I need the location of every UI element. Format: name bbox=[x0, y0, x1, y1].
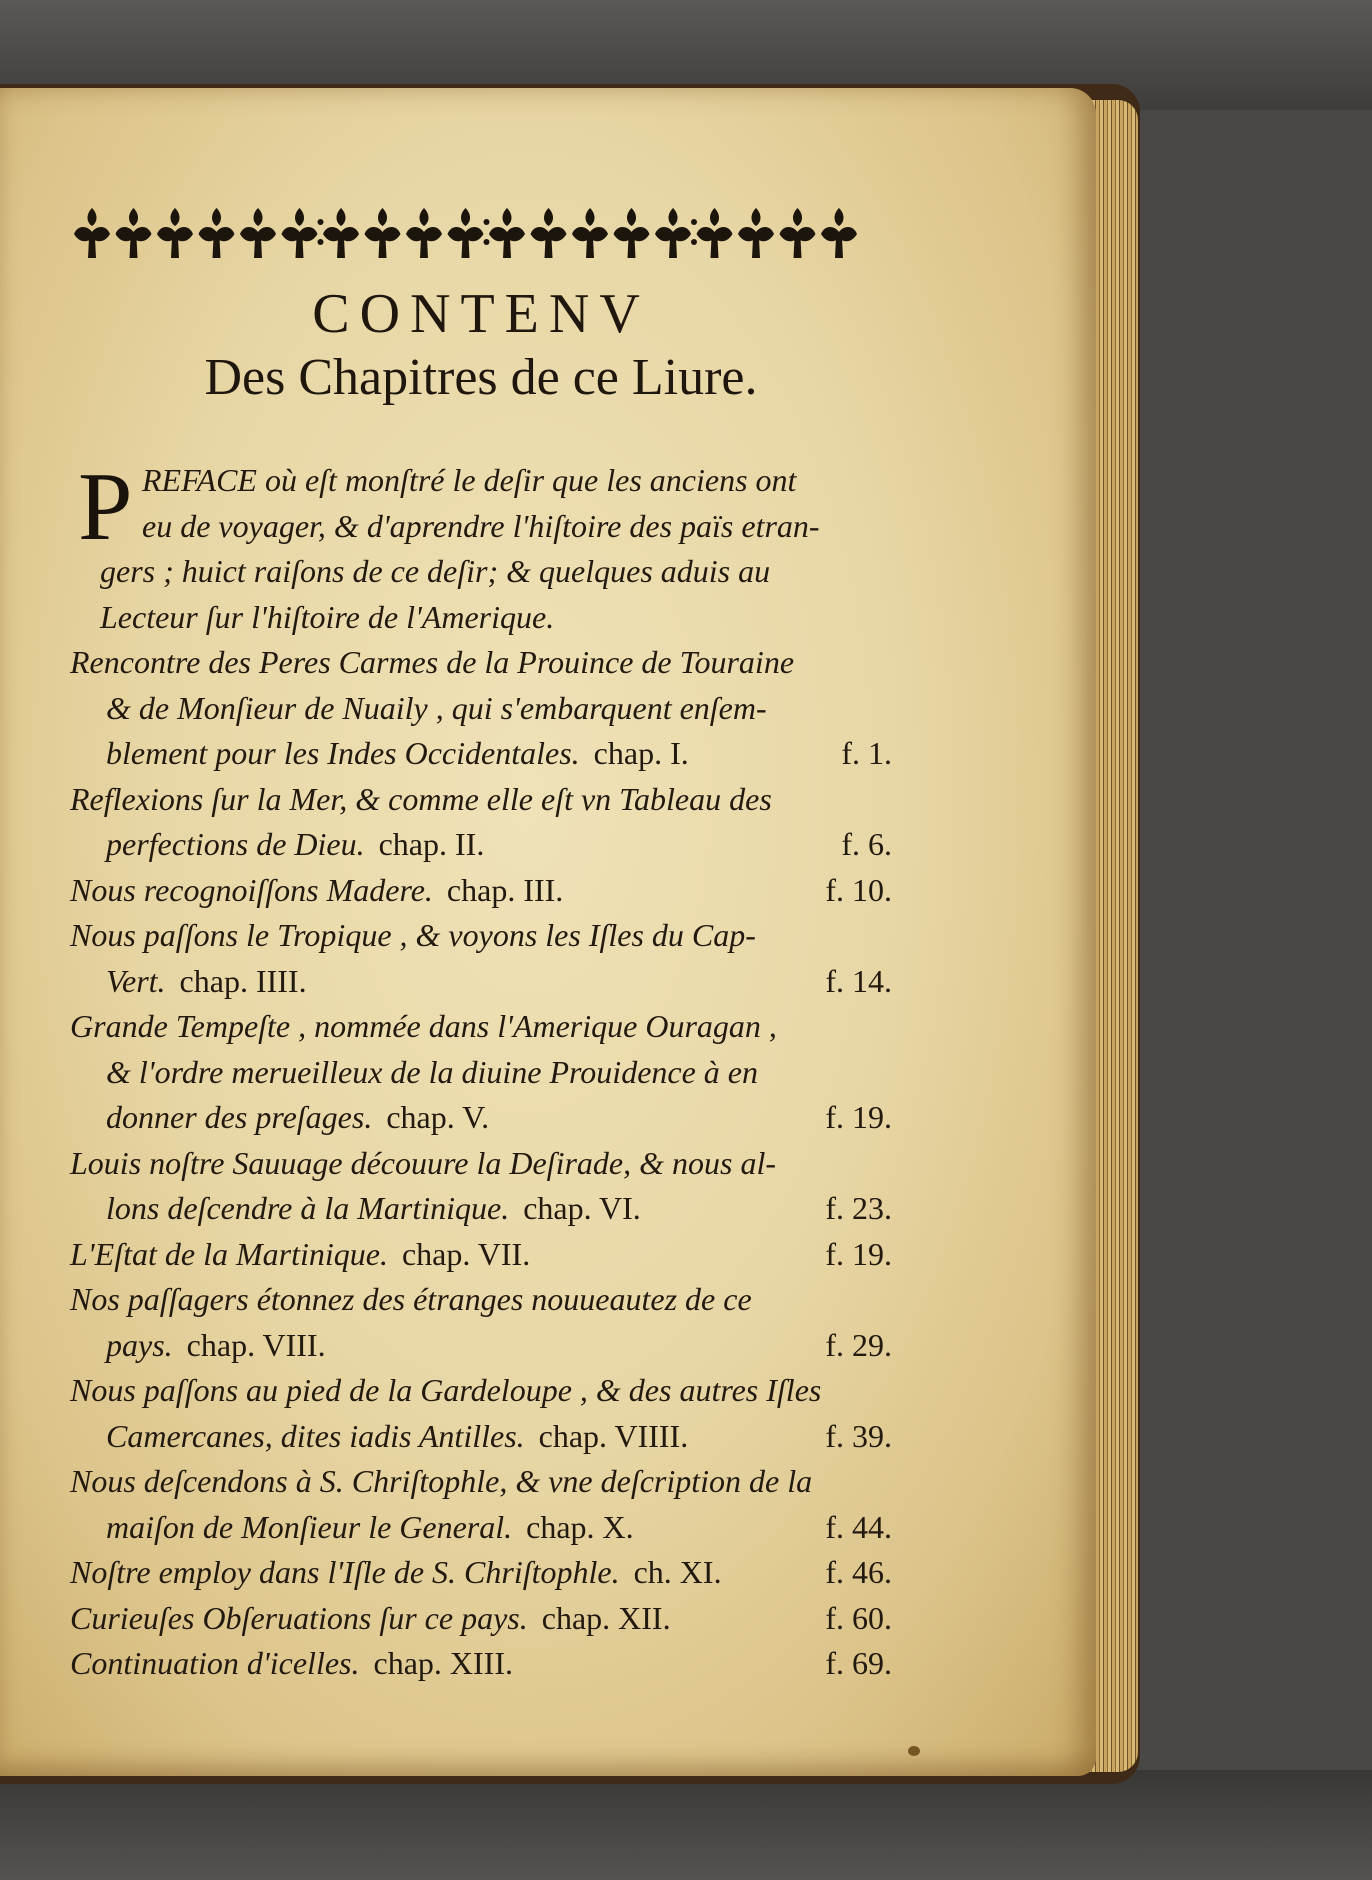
toc-entry-line bbox=[70, 1550, 892, 1596]
toc-entry bbox=[70, 1004, 892, 1141]
fleuron-icon bbox=[282, 208, 318, 258]
entry-text: Noſtre employ dans l'Iſle de S. Chriſtophle. bbox=[70, 1554, 620, 1590]
toc-entry-line bbox=[70, 1414, 892, 1460]
entry-text: blement pour les Indes Occidentales. bbox=[106, 735, 580, 771]
preface-line: gers ; huict raiſons de ce deſir; & quelques aduis au bbox=[100, 553, 771, 589]
page-title: CONTENV bbox=[312, 283, 650, 345]
fleuron-icon bbox=[323, 208, 359, 258]
entry-text: Nous paſſons au pied de la Gardeloupe , & des autres Iſles bbox=[70, 1372, 822, 1408]
colon-dot-icon bbox=[484, 219, 490, 225]
chapter-number: chap. VIII. bbox=[186, 1326, 326, 1363]
chapter-number: chap. XII. bbox=[541, 1599, 671, 1636]
entry-text: maiſon de Monſieur le General. bbox=[106, 1508, 513, 1545]
toc-entry-line bbox=[70, 1277, 892, 1323]
folio-number: f. 14. bbox=[825, 962, 892, 999]
folio-number: f. 23. bbox=[825, 1190, 892, 1226]
fleuron-icon bbox=[74, 208, 110, 258]
chapter-number: chap. VIIII. bbox=[538, 1417, 689, 1454]
colon-dot-icon bbox=[318, 239, 324, 245]
chapter-number: chap. X. bbox=[526, 1508, 634, 1545]
entry-text: Nous deſcendons à S. Chriſtophle, & vne deſcription de la bbox=[70, 1463, 813, 1499]
fleuron-icon bbox=[572, 208, 608, 258]
toc-entry-line bbox=[70, 686, 892, 732]
toc-entry bbox=[70, 1232, 892, 1278]
preface-line: eu de voyager, & d'aprendre l'hiſtoire des païs etran- bbox=[142, 507, 820, 544]
entry-text: pays. bbox=[106, 1326, 173, 1363]
colon-dot-icon bbox=[484, 239, 490, 245]
toc-entry bbox=[70, 868, 892, 914]
chapter-list bbox=[70, 640, 892, 1687]
fleuron-icon bbox=[489, 208, 525, 258]
toc-entry-line bbox=[70, 1141, 892, 1187]
entry-text: & de Monſieur de Nuaily , qui s'embarquent enſem- bbox=[106, 689, 767, 726]
toc-entry bbox=[70, 1596, 892, 1642]
chapter-number: chap. VII. bbox=[401, 1235, 531, 1272]
toc-entry bbox=[70, 1641, 892, 1687]
folio-number: f. 19. bbox=[825, 1099, 892, 1135]
toc-entry-line bbox=[70, 1641, 892, 1687]
toc-entry-line bbox=[70, 1323, 892, 1369]
entry-text: & l'ordre merueilleux de la diuine Prouidence à en bbox=[106, 1053, 758, 1090]
toc-entry bbox=[70, 1368, 892, 1459]
folio-number: f. 6. bbox=[841, 826, 892, 862]
fleuron-icon bbox=[738, 208, 774, 258]
entry-text: perfections de Dieu. bbox=[106, 826, 365, 862]
toc-entry-line bbox=[70, 1050, 892, 1096]
toc-entry-line bbox=[70, 777, 892, 823]
fleuron-icon bbox=[448, 208, 484, 258]
fleuron-icon bbox=[240, 208, 276, 258]
toc-entry bbox=[70, 913, 892, 1004]
folio-number: f. 44. bbox=[825, 1508, 892, 1545]
fleuron-icon bbox=[614, 208, 650, 258]
entry-text: Louis noſtre Sauuage découure la Deſirade, & nous al- bbox=[70, 1144, 776, 1181]
fleuron-icon bbox=[780, 208, 816, 258]
toc-entry-line bbox=[70, 1004, 892, 1050]
drop-cap: P bbox=[78, 453, 133, 561]
chapter-number: ch. XI. bbox=[633, 1554, 722, 1590]
entry-text: Rencontre des Peres Carmes de la Prouince de Touraine bbox=[70, 644, 795, 680]
page-subtitle: Des Chapitres de ce Liure. bbox=[204, 349, 758, 406]
fleuron-ornament-icon bbox=[70, 200, 892, 264]
ink-stain bbox=[908, 1746, 920, 1756]
toc-entry-line bbox=[70, 1505, 892, 1551]
fleuron-icon bbox=[365, 208, 401, 258]
preface-entry bbox=[70, 453, 892, 640]
fleuron-icon bbox=[655, 208, 691, 258]
toc-entry-line bbox=[70, 822, 892, 868]
toc-entry-line bbox=[70, 868, 892, 914]
chapter-number: chap. IIII. bbox=[179, 962, 307, 999]
toc-entry bbox=[70, 1459, 892, 1550]
backdrop-bottom bbox=[0, 1770, 1372, 1880]
toc-entry bbox=[70, 640, 892, 777]
toc-entry-line bbox=[70, 1186, 892, 1232]
folio-number: f. 10. bbox=[825, 871, 892, 908]
folio-number: f. 39. bbox=[825, 1417, 892, 1454]
folio-number: f. 46. bbox=[825, 1554, 892, 1590]
table-of-contents bbox=[70, 453, 892, 1687]
chapter-number: chap. II. bbox=[378, 826, 485, 862]
entry-text: lons deſcendre à la Martinique. bbox=[106, 1190, 510, 1226]
entry-text: Nous paſſons le Tropique , & voyons les Iſles du Cap- bbox=[70, 917, 756, 953]
folio-number: f. 29. bbox=[825, 1326, 892, 1363]
toc-entry-line bbox=[70, 1095, 892, 1141]
toc-entry-line bbox=[70, 1368, 892, 1414]
folio-number: f. 1. bbox=[841, 735, 892, 771]
colon-dot-icon bbox=[691, 239, 697, 245]
toc-entry bbox=[70, 1141, 892, 1232]
entry-text: Curieuſes Obſeruations ſur ce pays. bbox=[70, 1599, 528, 1636]
preface-line: Lecteur ſur l'hiſtoire de l'Amerique. bbox=[100, 598, 555, 635]
folio-number: f. 69. bbox=[825, 1645, 892, 1681]
fleuron-icon bbox=[406, 208, 442, 258]
toc-entry-line bbox=[70, 959, 892, 1005]
entry-text: L'Eſtat de la Martinique. bbox=[70, 1235, 388, 1272]
fleuron-icon bbox=[821, 208, 857, 258]
fleuron-icon bbox=[157, 208, 193, 258]
folio-number: f. 60. bbox=[825, 1599, 892, 1636]
chapter-number: chap. I. bbox=[593, 735, 689, 771]
toc-entry-line bbox=[70, 640, 892, 686]
entry-text: Reflexions ſur la Mer, & comme elle eſt vn Tableau des bbox=[70, 780, 772, 817]
chapter-number: chap. VI. bbox=[523, 1190, 641, 1226]
fleuron-icon bbox=[531, 208, 567, 258]
preface-line: REFACE où eſt monſtré le deſir que les anciens ont bbox=[142, 462, 797, 498]
entry-text: Nos paſſagers étonnez des étranges nouueautez de ce bbox=[70, 1281, 752, 1317]
folio-number: f. 19. bbox=[825, 1235, 892, 1272]
entry-text: Nous recognoiſſons Madere. bbox=[70, 871, 433, 908]
fleuron-icon bbox=[697, 208, 733, 258]
toc-entry bbox=[70, 777, 892, 868]
entry-text: donner des preſages. bbox=[106, 1099, 373, 1135]
chapter-number: chap. XIII. bbox=[373, 1645, 513, 1681]
toc-entry-line bbox=[70, 1596, 892, 1642]
entry-text: Grande Tempeſte , nommée dans l'Amerique Ouragan , bbox=[70, 1008, 777, 1044]
chapter-number: chap. V. bbox=[386, 1099, 490, 1135]
entry-text: Continuation d'icelles. bbox=[70, 1645, 360, 1681]
toc-entry bbox=[70, 1277, 892, 1368]
colon-dot-icon bbox=[318, 219, 324, 225]
toc-entry-line bbox=[70, 913, 892, 959]
fleuron-icon bbox=[199, 208, 235, 258]
toc-entry bbox=[70, 1550, 892, 1596]
colon-dot-icon bbox=[691, 219, 697, 225]
fleuron-icon bbox=[116, 208, 152, 258]
chapter-number: chap. III. bbox=[446, 871, 564, 908]
toc-entry-line bbox=[70, 731, 892, 777]
toc-entry-line bbox=[70, 1232, 892, 1278]
entry-text: Camercanes, dites iadis Antilles. bbox=[106, 1417, 525, 1454]
toc-entry-line bbox=[70, 1459, 892, 1505]
entry-text: Vert. bbox=[106, 962, 166, 999]
